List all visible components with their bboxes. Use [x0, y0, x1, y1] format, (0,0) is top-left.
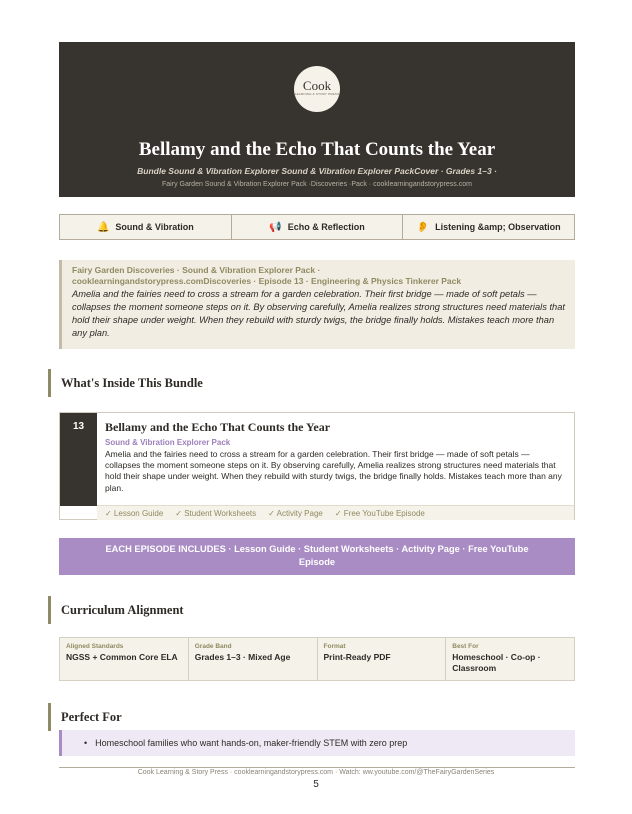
topic-label: Listening &amp; Observation: [435, 222, 561, 232]
alignment-cell-best-for: [446, 638, 574, 680]
episode-pack: Sound & Vibration Explorer Pack: [105, 438, 231, 447]
include-item: ✓ Student Worksheets: [175, 508, 257, 518]
page-footer: Cook Learning & Story Press · cooklearningandstorypress.com · Watch: ww.youtube.com/@TheFairyGardenSeries: [137, 769, 495, 776]
episode-title: Bellamy and the Echo That Counts the Year: [105, 420, 331, 434]
alignment-cell-format: [318, 638, 447, 680]
section-heading-curriculum: Curriculum Alignment: [48, 596, 184, 624]
bell-icon: 🔔: [96, 221, 110, 233]
logo-tagline: LEARNING & STORY PRESS: [294, 92, 340, 96]
bullet-icon: •: [84, 738, 88, 748]
episode-number: 13: [60, 413, 97, 506]
topic-listening-observation: [403, 215, 574, 239]
episode-context-box: [59, 260, 575, 349]
section-heading-perfect: Perfect For: [48, 703, 122, 731]
episode-description: Amelia and the fairies need to cross a stream for a garden celebration. Their first bridge — made of soft petals — collapses the moment someone steps on it. By observing carefully, Amelia realizes strong structures need materials that hold their shape under weight. When they rebuild with sturdy twigs, the bridge finally holds. Mistakes teach more than any plan.: [105, 449, 562, 493]
episode-body: [105, 420, 567, 494]
include-item: ✓ Activity Page: [268, 508, 323, 518]
page-title: Bellamy and the Echo That Counts the Year: [138, 139, 496, 160]
perfect-for-text: Homeschool families who want hands-on, maker-friendly STEM with zero prep: [95, 738, 408, 748]
topic-label: Echo & Reflection: [287, 222, 365, 232]
context-meta-line: Fairy Garden Discoveries · Sound & Vibration Explorer Pack ·: [72, 265, 321, 275]
include-item: ✓ Free YouTube Episode: [334, 508, 425, 518]
cell-label: Format: [323, 643, 346, 650]
publisher-logo: [294, 66, 340, 112]
topic-sound-vibration: [60, 215, 232, 239]
cell-label: Aligned Standards: [66, 643, 124, 650]
cell-value: Homeschool · Co-op · Classroom: [452, 652, 541, 673]
page-subtitle: Bundle Sound & Vibration Explorer Sound & Vibration Explorer PackCover · Grades 1–3 ·: [137, 166, 497, 176]
episode-includes: [97, 505, 574, 520]
logo-wordmark: Cook: [302, 78, 332, 93]
context-summary: Amelia and the fairies need to cross a stream for a garden celebration. Their first bridge — made of soft petals — collapses the moment someone steps on it. By observing carefully, Amelia realizes strong structures need materials that hold their shape under weight. When they rebuild with sturdy twigs, the bridge finally holds. Mistakes teach more than any plan.: [72, 289, 565, 338]
topic-tabs: [59, 214, 575, 240]
cell-label: Best For: [452, 643, 479, 650]
cell-value: Print-Ready PDF: [323, 652, 391, 662]
perfect-for-item: [59, 730, 575, 756]
alignment-cell-grade: [189, 638, 318, 680]
section-heading-inside: What's Inside This Bundle: [48, 369, 203, 397]
footer-divider: [59, 767, 575, 768]
page-meta: Fairy Garden Sound & Vibration Explorer Pack ·Discoveries ·Pack · cooklearningandstorypress.com: [162, 181, 472, 188]
cover-header: [59, 42, 575, 197]
ear-icon: 👂: [416, 221, 430, 233]
alignment-cell-standards: [60, 638, 189, 680]
cell-value: NGSS + Common Core ELA: [66, 652, 178, 662]
context-meta-line: cooklearningandstorypress.comDiscoveries · Episode 13 · Engineering & Physics Tinkerer Pack: [72, 276, 462, 286]
episode-card: [59, 412, 575, 520]
includes-banner: EACH EPISODE INCLUDES · Lesson Guide · Student Worksheets · Activity Page · Free YouTube Episode: [59, 538, 575, 575]
echo-icon: 📢: [269, 221, 282, 233]
topic-echo-reflection: [232, 215, 404, 239]
curriculum-table: [59, 637, 575, 681]
page-number: 5: [313, 779, 319, 790]
include-item: ✓ Lesson Guide: [105, 508, 164, 518]
cell-label: Grade Band: [194, 643, 232, 650]
cell-value: Grades 1–3 · Mixed Age: [194, 652, 291, 662]
topic-label: Sound & Vibration: [115, 222, 194, 232]
